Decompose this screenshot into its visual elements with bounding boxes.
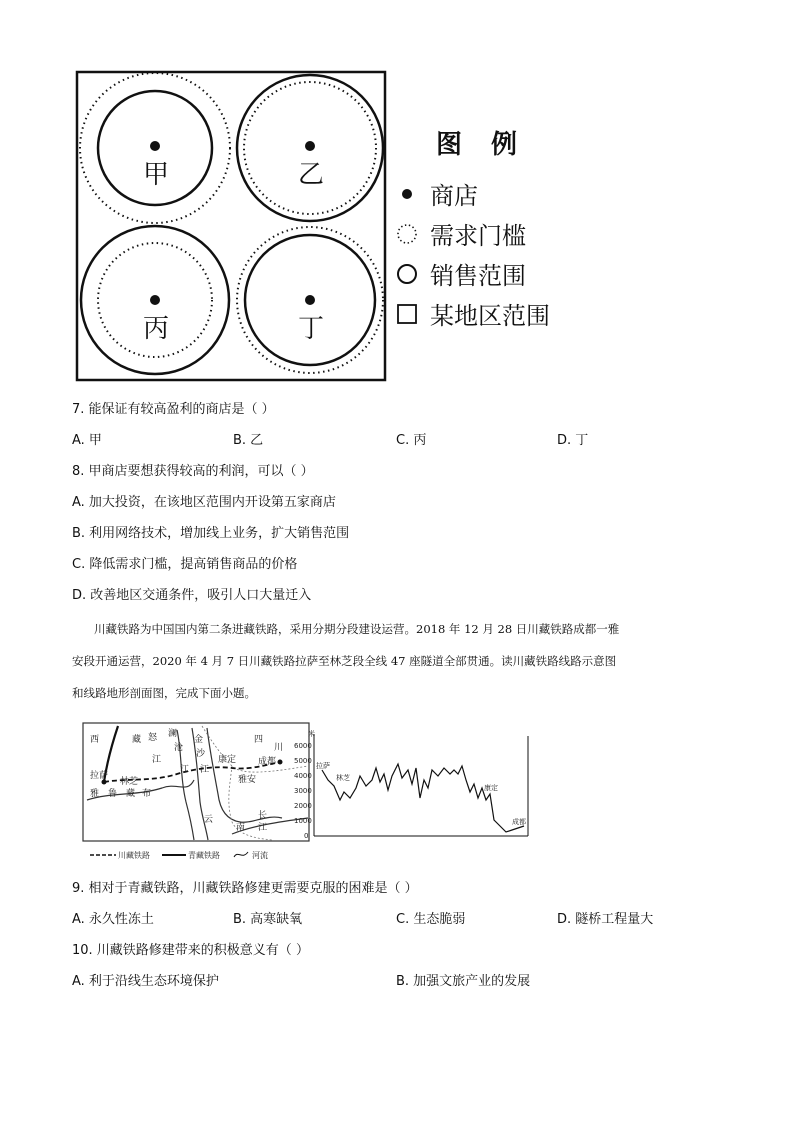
map-label: 藏 (132, 735, 142, 745)
profile-y-tick: 3000 (294, 787, 312, 795)
map-legend-label: 川藏铁路 (118, 851, 150, 860)
q10-stem: 10. 川藏铁路修建带来的积极意义有（ ） (72, 943, 309, 958)
legend-label: 商店 (430, 182, 478, 210)
q9-option-b[interactable]: B. 高寒缺氧 (233, 912, 303, 927)
legend-label: 某地区范围 (430, 302, 550, 330)
legend-item-threshold (396, 216, 526, 251)
circle-icon (396, 263, 418, 285)
profile-y-tick: 6000 (294, 742, 312, 750)
map-label: 云 (204, 815, 214, 825)
label-bing: 丙 (143, 314, 170, 344)
passage-line: 和线路地形剖面图，完成下面小题。 (72, 686, 256, 700)
passage (72, 613, 732, 709)
q8-stem: 8. 甲商店要想获得较高的利润，可以（ ） (72, 464, 314, 479)
q8-option-d[interactable]: D. 改善地区交通条件，吸引人口大量迁入 (72, 588, 312, 603)
shop-yi (305, 141, 315, 151)
profile-y-unit: 米 (308, 730, 315, 738)
legend-item-shop (396, 176, 478, 211)
legend-item-region (396, 296, 550, 331)
q10-option-b[interactable]: B. 加强文旅产业的发展 (396, 974, 531, 989)
map-label: 布 (142, 789, 152, 799)
map-label: 川 (274, 743, 284, 753)
map-label: 江 (200, 765, 210, 775)
map-label: 雅安 (238, 775, 257, 785)
shop-ding (305, 295, 315, 305)
label-ding: 丁 (298, 314, 325, 344)
map-label: 沙 (196, 749, 206, 759)
terrain-profile-line (322, 764, 524, 832)
map-label: 江 (180, 765, 190, 775)
q10-option-a[interactable]: A. 利于沿线生态环境保护 (72, 974, 219, 989)
profile-label: 林芝 (336, 774, 350, 782)
profile-label: 拉萨 (316, 762, 330, 770)
q7-option-b[interactable]: B. 乙 (233, 433, 264, 448)
map-label: 长 (258, 811, 268, 821)
q8-option-a[interactable]: A. 加大投资，在该地区范围内开设第五家商店 (72, 495, 336, 510)
dot-icon (396, 183, 418, 205)
q7-option-d[interactable]: D. 丁 (557, 433, 589, 448)
map-label: 雅 (90, 789, 100, 799)
q9-option-d[interactable]: D. 隧桥工程量大 (557, 912, 654, 927)
label-yi: 乙 (298, 160, 325, 190)
railway-route-map (82, 722, 312, 864)
terrain-profile-chart (292, 728, 532, 848)
profile-y-tick: 1000 (294, 817, 312, 825)
chengdu-marker (278, 760, 283, 765)
q7-option-a[interactable]: A. 甲 (72, 433, 102, 448)
profile-label: 康定 (484, 784, 498, 792)
legend-label: 销售范围 (430, 262, 526, 290)
map-label: 沧 (174, 743, 184, 753)
dotted-circle-icon (396, 223, 418, 245)
map-legend-label: 河流 (252, 851, 268, 860)
map-label: 藏 (126, 789, 136, 799)
map-label: 怒 (148, 733, 158, 743)
map-label: 金 (194, 735, 204, 745)
map-label: 澜 (168, 729, 178, 739)
map-label: 南 (236, 823, 246, 833)
map-label: 江 (258, 823, 268, 833)
map-legend-label: 青藏铁路 (188, 851, 220, 860)
profile-y-tick: 0 (304, 832, 309, 840)
q8-option-c[interactable]: C. 降低需求门槛，提高销售商品的价格 (72, 557, 298, 572)
q9-option-a[interactable]: A. 永久性冻土 (72, 912, 154, 927)
map-label: 拉萨 (90, 771, 109, 781)
profile-label: 成都 (512, 818, 526, 826)
q9-stem: 9. 相对于青藏铁路，川藏铁路修建更需要克服的困难是（ ） (72, 881, 418, 896)
profile-y-tick: 4000 (294, 772, 312, 780)
q7-stem: 7. 能保证有较高盈利的商店是（ ） (72, 402, 275, 417)
map-label: 成都 (258, 757, 277, 767)
legend-label: 需求门槛 (430, 222, 526, 250)
central-place-diagram (70, 66, 392, 384)
region-boundary (77, 72, 385, 380)
profile-y-tick: 5000 (294, 757, 312, 765)
map-label: 江 (152, 755, 162, 765)
passage-line: 川藏铁路为中国国内第二条进藏铁路，采用分期分段建设运营。2018 年 12 月 28 日川藏铁路成都一雅 (94, 622, 620, 636)
shop-bing (150, 295, 160, 305)
profile-y-tick: 2000 (294, 802, 312, 810)
map-label: 鲁 (108, 789, 118, 799)
q7-option-c[interactable]: C. 丙 (396, 433, 427, 448)
river-icon (234, 852, 248, 857)
square-icon (396, 303, 418, 325)
map-label: 林芝 (120, 777, 139, 787)
legend-title: 图 例 (436, 130, 528, 160)
legend-item-range (396, 256, 526, 291)
q8-option-b[interactable]: B. 利用网络技术，增加线上业务，扩大销售范围 (72, 526, 350, 541)
map-label: 四 (254, 735, 264, 745)
passage-line: 安段开通运营，2020 年 4 月 7 日川藏铁路拉萨至林芝段全线 47 座隧道全部贯通。读川藏铁路线路示意图 (72, 654, 617, 668)
shop-jia (150, 141, 160, 151)
label-jia: 甲 (143, 160, 170, 190)
map-label: 西 (90, 735, 100, 745)
map-label: 康定 (218, 755, 237, 765)
q9-option-c[interactable]: C. 生态脆弱 (396, 912, 466, 927)
